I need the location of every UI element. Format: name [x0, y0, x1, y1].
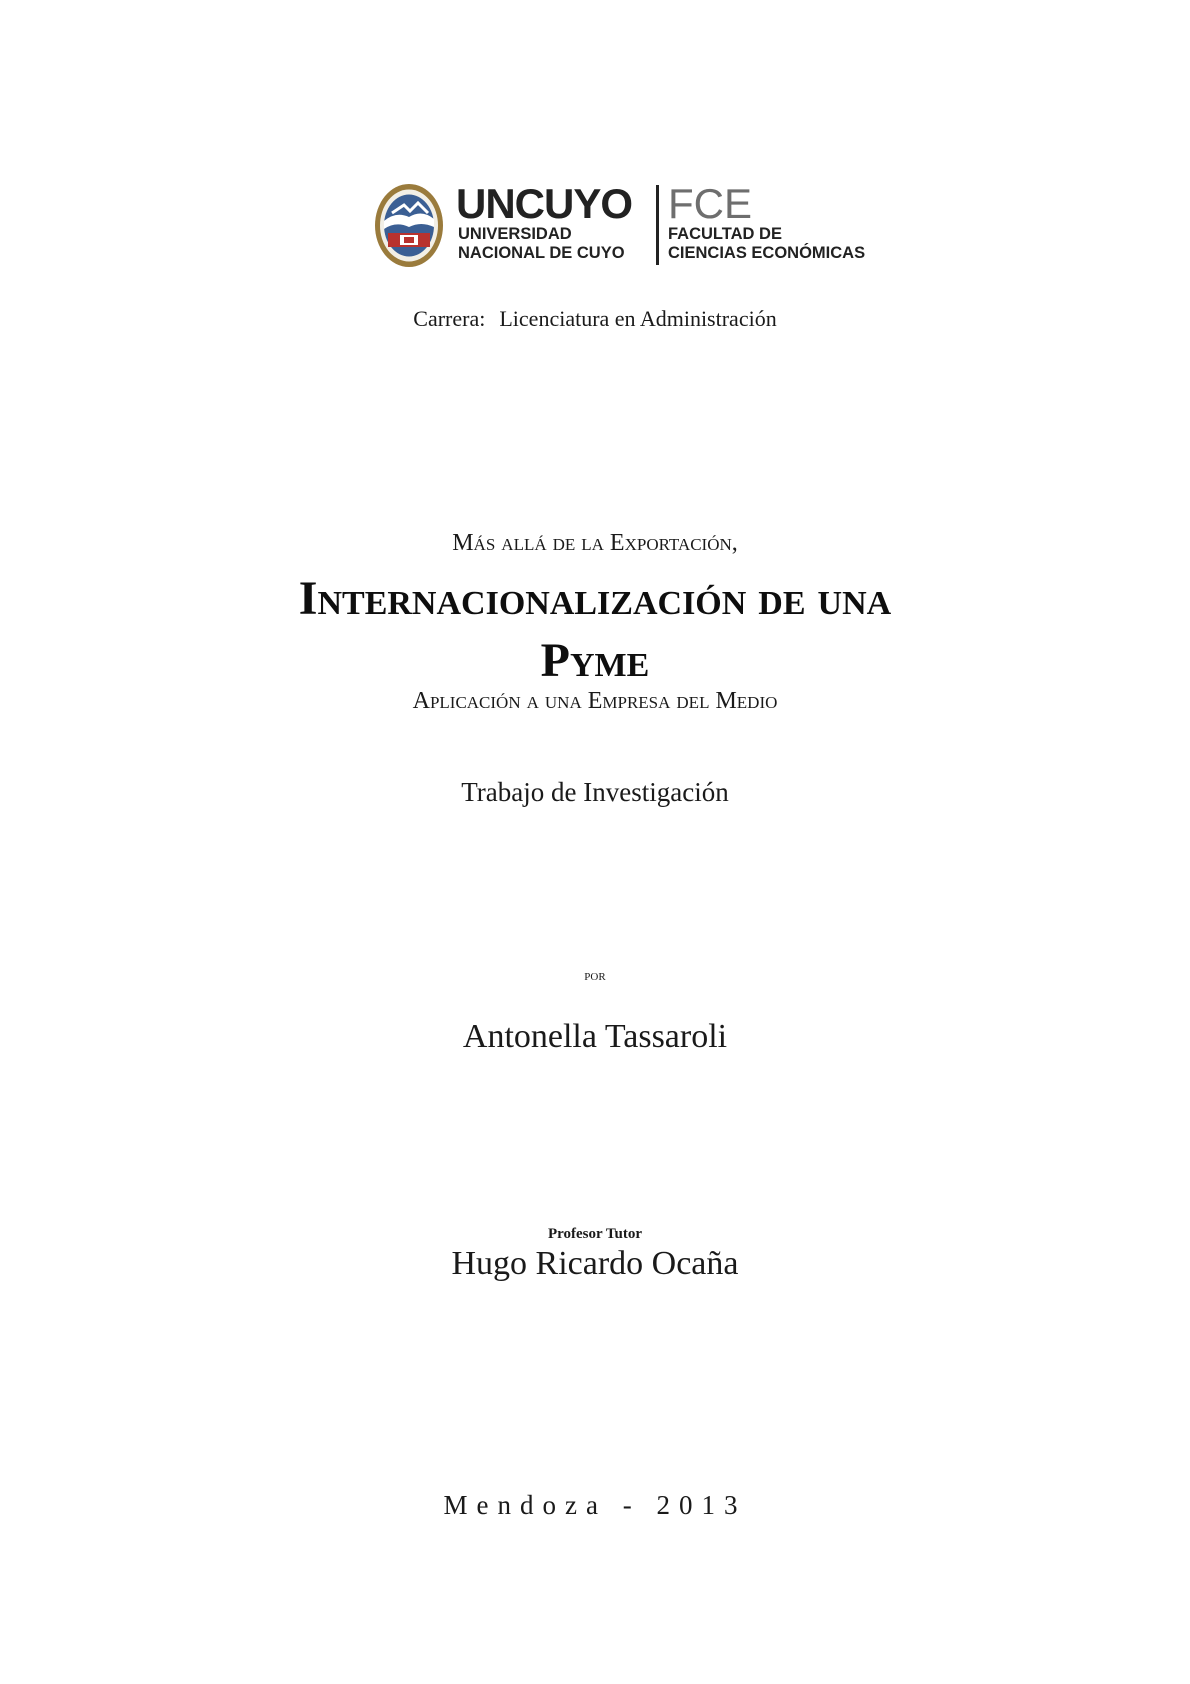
fce-subtitle-line1: FACULTAD DE — [668, 225, 782, 243]
logo-divider — [656, 185, 659, 265]
title-line-2: Pyme — [540, 634, 650, 687]
place-and-year: Mendoza - 2013 — [443, 1490, 747, 1520]
degree-name: Licenciatura en Administración — [499, 306, 777, 331]
pretitle: Más allá de la Exportación, — [452, 530, 738, 556]
uncuyo-subtitle — [458, 225, 625, 263]
document-title — [0, 568, 1190, 692]
title-line-1: Internacionalización de una — [298, 572, 892, 625]
work-type: Trabajo de Investigación — [461, 777, 729, 807]
fce-subtitle — [668, 225, 865, 263]
fce-wordmark: FCE — [668, 180, 752, 227]
university-seal-icon — [374, 183, 444, 268]
uncuyo-wordmark: UNCUYO — [456, 180, 633, 227]
author-name: Antonella Tassaroli — [462, 1018, 728, 1055]
degree-line — [0, 306, 1190, 332]
document-subtitle: Aplicación a una Empresa del Medio — [412, 688, 778, 714]
header-logo — [374, 180, 874, 268]
by-label: por — [584, 967, 606, 984]
uncuyo-subtitle-line1: UNIVERSIDAD — [458, 225, 572, 243]
tutor-name: Hugo Ricardo Ocaña — [451, 1245, 739, 1282]
uncuyo-subtitle-line2: NACIONAL DE CUYO — [458, 244, 625, 262]
fce-subtitle-line2: CIENCIAS ECONÓMICAS — [668, 244, 866, 262]
degree-label: Carrera: — [413, 306, 486, 331]
tutor-label: Profesor Tutor — [547, 1226, 643, 1242]
